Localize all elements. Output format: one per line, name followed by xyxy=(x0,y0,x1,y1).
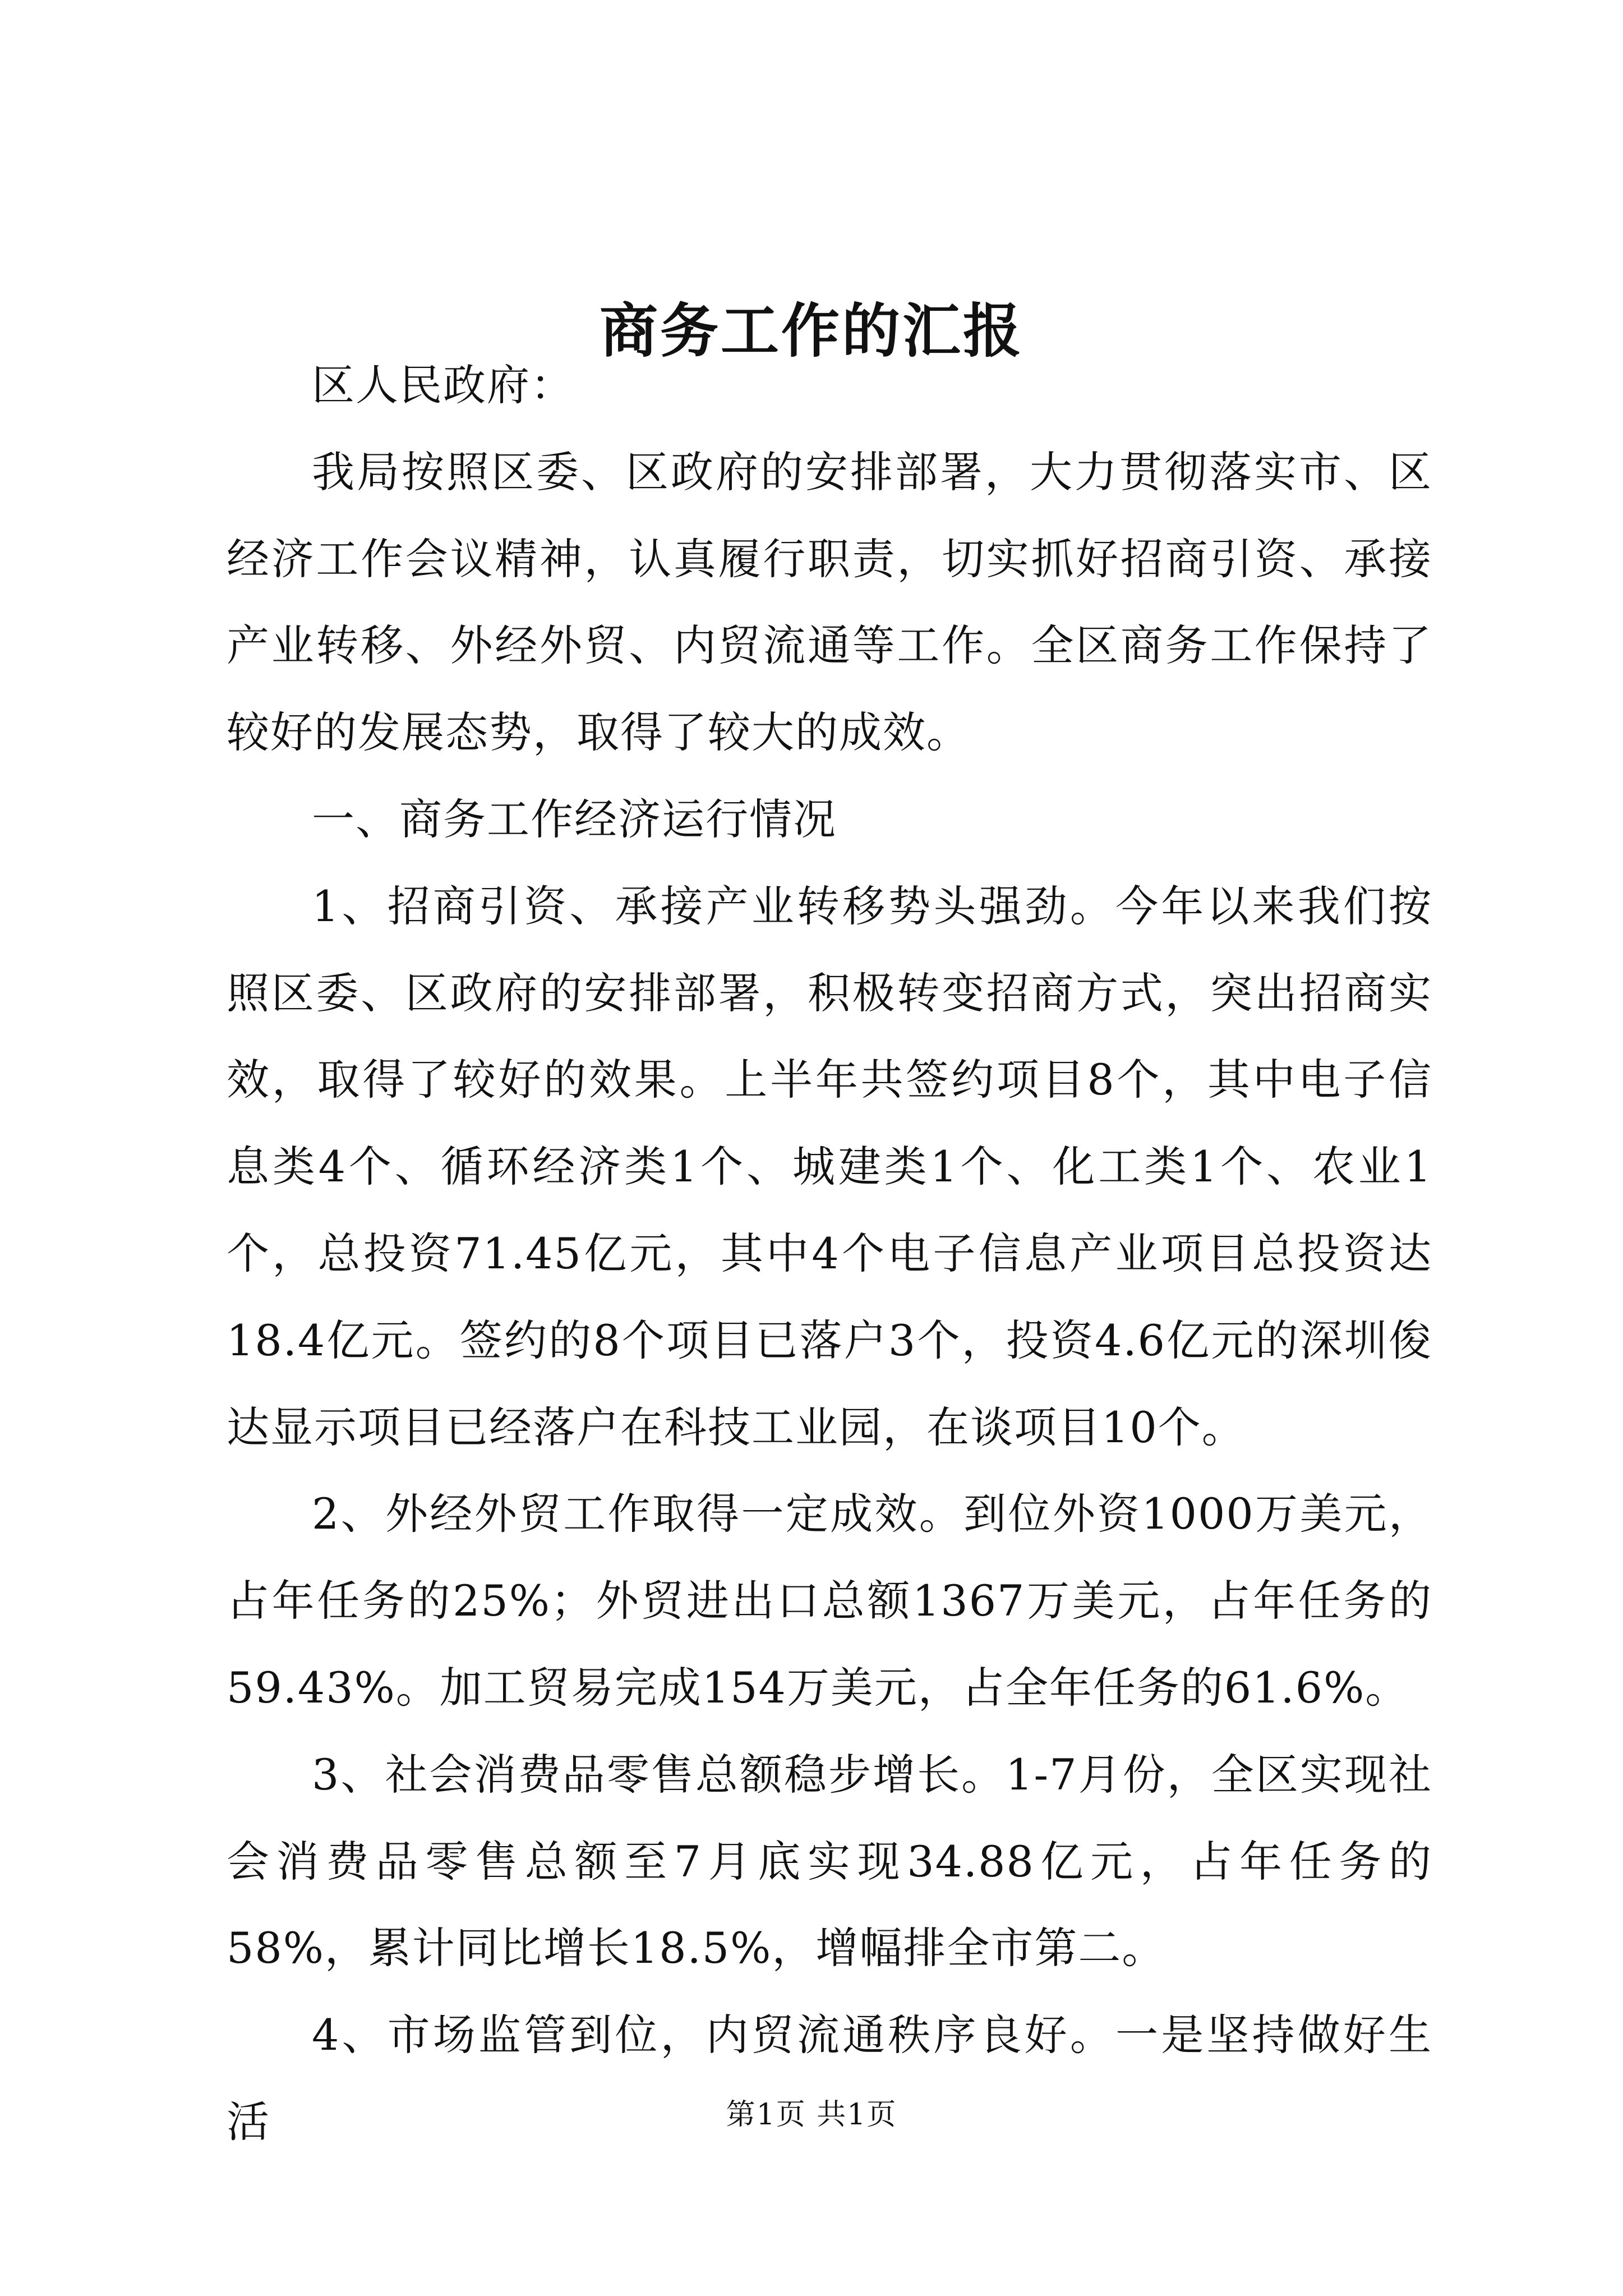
paragraph-retail-sales: 3、社会消费品零售总额稳步增长。1-7月份，全区实现社会消费品零售总额至7月底实现34.88亿元，占年任务的58%，累计同比增长18.5%，增幅排全市第二。 xyxy=(227,1749,1432,1973)
paragraph-foreign-trade: 2、外经外贸工作取得一定成效。到位外资1000万美元，占年任务的25%；外贸进出口总额1367万美元，占年任务的59.43%。加工贸易完成154万美元，占全年任务的61.6%。 xyxy=(227,1489,1432,1713)
paragraph-intro: 我局按照区委、区政府的安排部署，大力贯彻落实市、区经济工作会议精神，认真履行职责，切实抓好招商引资、承接产业转移、外经外贸、内贸流通等工作。全区商务工作保持了较好的发展态势，取得了较大的成效。 xyxy=(227,447,1432,758)
section-heading: 一、商务工作经济运行情况 xyxy=(312,794,837,844)
document-title: 商务工作的汇报 xyxy=(599,296,1023,365)
document-body xyxy=(227,342,1432,2166)
paragraph-market-supervision: 4、市场监管到位，内贸流通秩序良好。一是坚持做好生活 xyxy=(227,2010,1432,2147)
paragraph-investment: 1、招商引资、承接产业转移势头强劲。今年以来我们按照区委、区政府的安排部署，积极转变招商方式，突出招商实效，取得了较好的效果。上半年共签约项目8个，其中电子信息类4个、循环经济类1个、城建类1个、化工类1个、农业1个，总投资71.45亿元，其中4个电子信息产业项目总投资达18.4亿元。签约的8个项目已落户3个，投资4.6亿元的深圳俊达显示项目已经落户在科技工业园，在谈项目10个。 xyxy=(227,881,1432,1452)
page-footer: 第1页 共1页 xyxy=(726,2098,897,2132)
salutation: 区人民政府： xyxy=(312,360,574,410)
